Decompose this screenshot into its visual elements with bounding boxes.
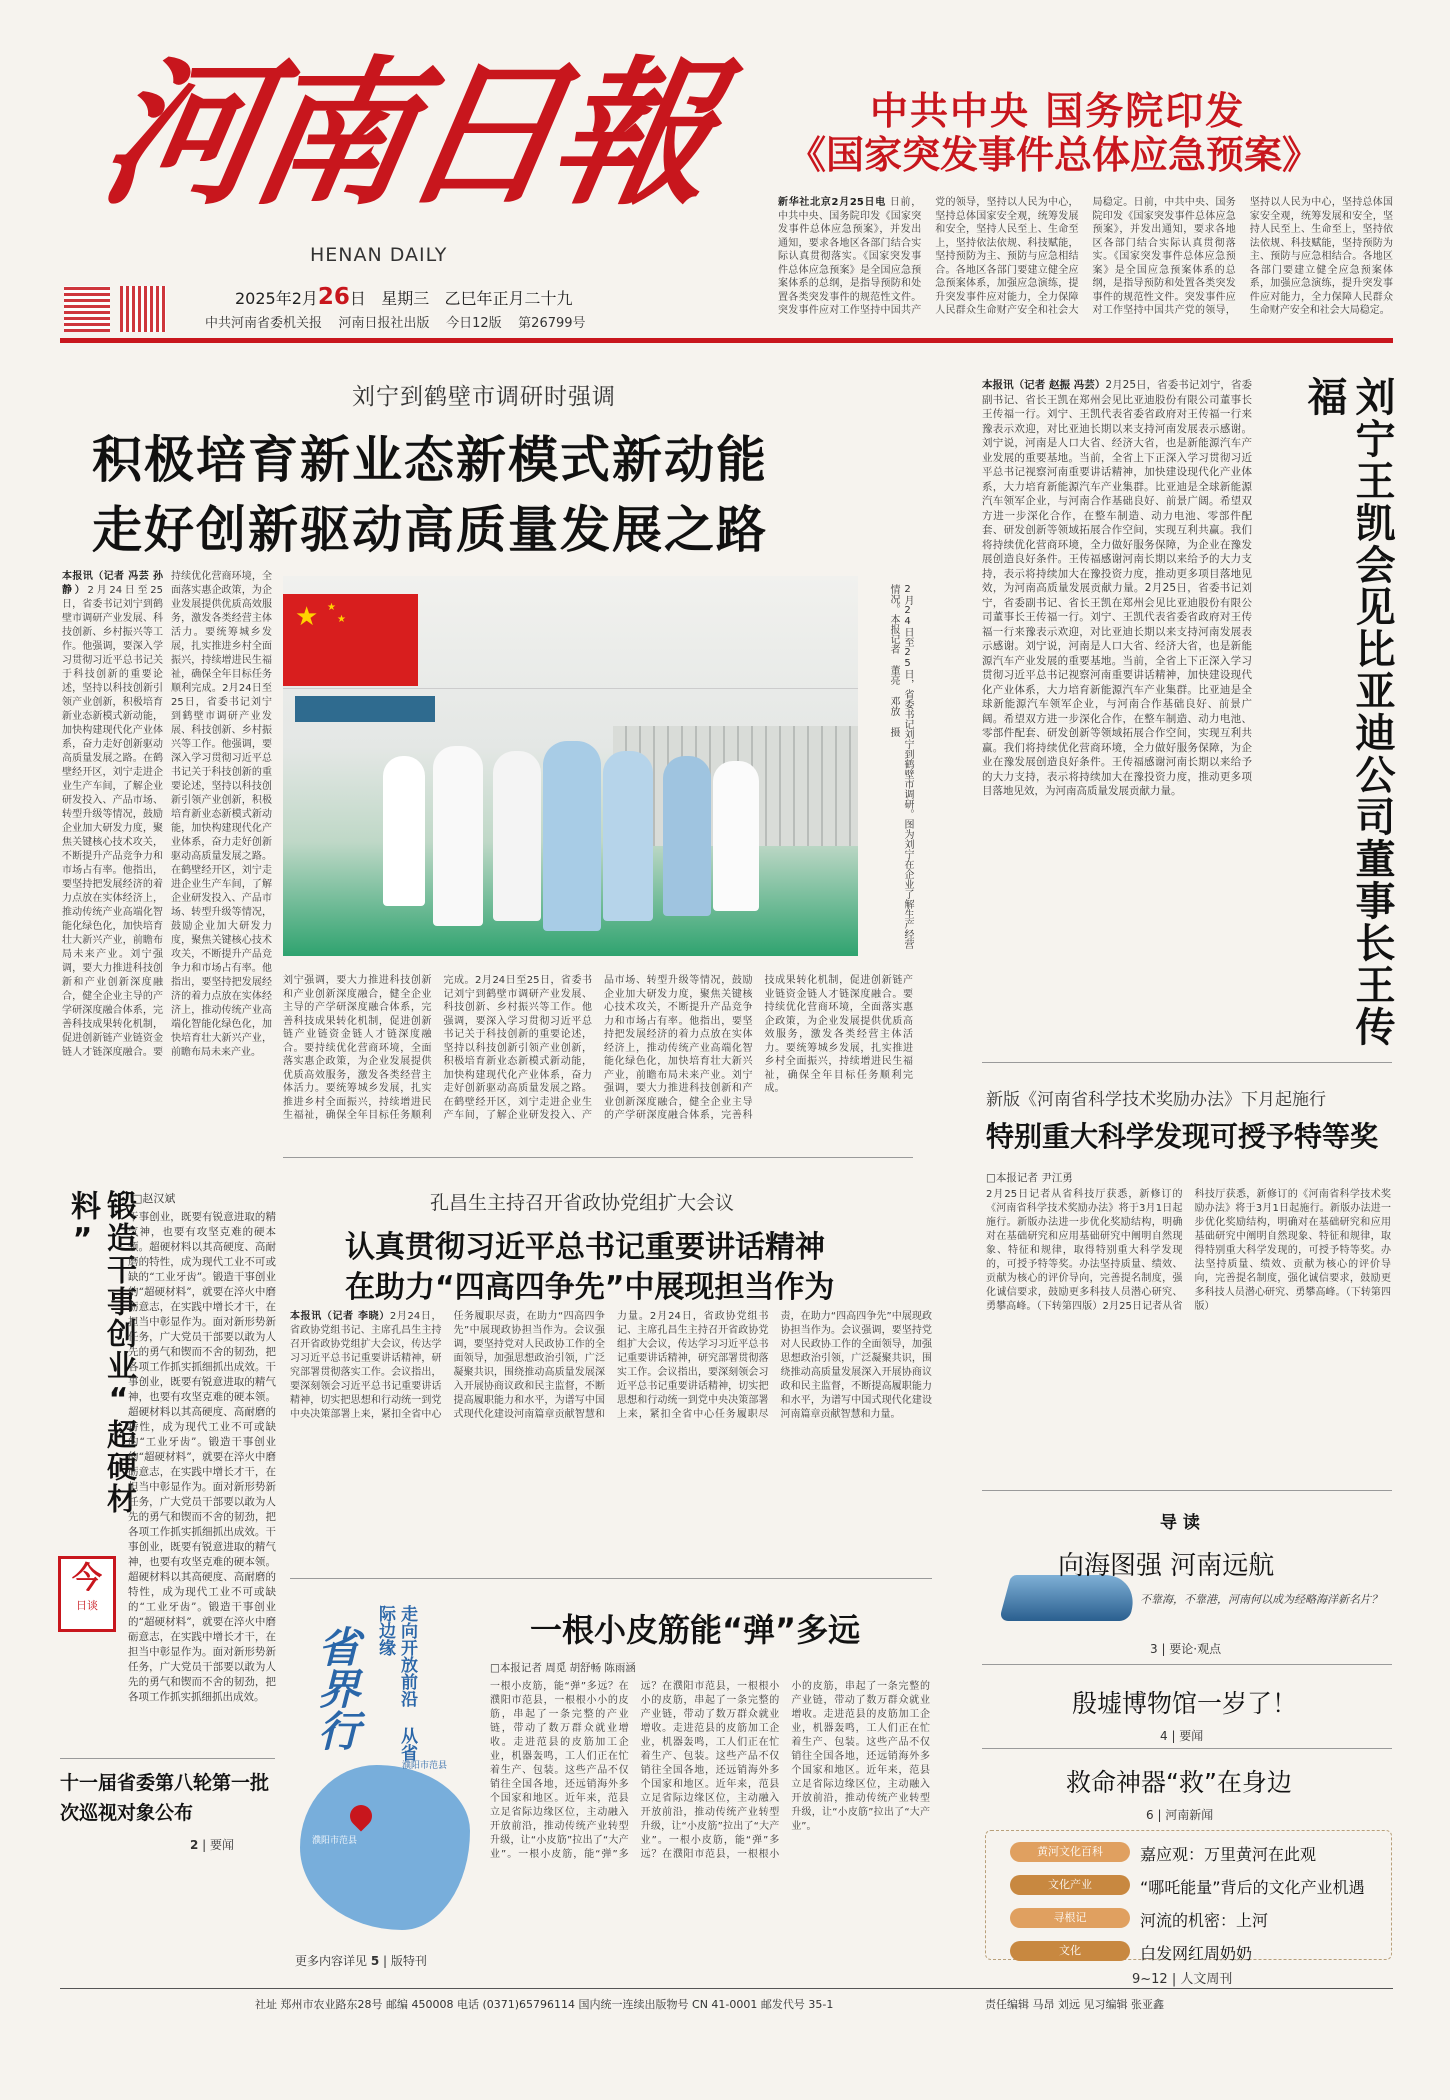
issue-date: 2025年2月26日 星期三 乙巳年正月二十九	[235, 284, 573, 310]
guide-tags-page: 9~12 | 人文周刊	[1132, 1972, 1233, 1987]
guide-item-3-page: 6 | 河南新闻	[1146, 1808, 1214, 1822]
feature-body: 一根小皮筋，能“弹”多远？在濮阳市范县，一根根小小的皮筋，串起了一条完整的产业链，带动了数万群众就业增收。走进范县的皮筋加工企业，机器轰鸣，工人们正在忙着生产、包装。这些产品不仅销往全国各地，还远销海外多个国家和地区。近年来，范县立足省际边缘区位，主动融入开放前沿，推动传统产业转型升级，让“小皮筋”拉出了“大产业”。一根小皮筋，能“弹”多远？在濮阳市范县，一根根小小的皮筋，串起了一条完整的产业链，带动了数万群众就业增收。走进范县的皮筋加工企业，机器轰鸣，工人们正在忙着生产、包装。这些产品不仅销往全国各地，还远销海外多个国家和地区。近年来，范县立足省际边缘区位，主动融入开放前沿，推动传统产业转型升级，让“小皮筋”拉出了“大产业”。一根小皮筋，能“弹”多远？在濮阳市范县，一根根小小的皮筋，串起了一条完整的产业链，带动了数万群众就业增收。走进范县的皮筋加工企业，机器轰鸣，工人们正在忙着生产、包装。这些产品不仅销往全国各地，还远销海外多个国家和地区。近年来，范县立足省际边缘区位，主动融入开放前沿，推动传统产业转型升级，让“小皮筋”拉出了“大产业”。	[490, 1681, 930, 1860]
qr-code-icon	[120, 286, 166, 332]
award-body: 2月25日记者从省科技厅获悉，新修订的《河南省科学技术奖励办法》将于3月1日起施行。新版办法进一步优化奖励结构，明确对在基础研究和应用基础研究中阐明自然现象、特征和规律，取得特别重大科学发现的，可授予特等奖。办法坚持质量、绩效、贡献为核心的评价导向，完善提名制度，强化诚信要求，鼓励更多科技人员潜心研究、勇攀高峰。（下转第四版）2月25日记者从省科技厅获悉，新修订的《河南省科学技术奖励办法》将于3月1日起施行。新版办法进一步优化奖励结构，明确对在基础研究和应用基础研究中阐明自然现象、特征和规律，取得特别重大科学发现的，可授予特等奖。办法坚持质量、绩效、贡献为核心的评价导向，完善提名制度，强化诚信要求，鼓励更多科技人员潜心研究、勇攀高峰。（下转第四版）	[986, 1189, 1391, 1312]
feature-banner-sub: 走向开放前沿 从省际边缘	[375, 1605, 417, 1761]
right-story-body: 本报讯（记者 赵振 冯芸）2月25日，省委书记刘宁，省委副书记、省长王凯在郑州会见比亚迪股份有限公司董事长王传福一行。刘宁、王凯代表省委省政府对王传福一行来豫表示欢迎，对比亚迪长期以来支持河南发展表示感谢。刘宁说，河南是人口大省、经济大省，也是新能源汽车产业发展的重要基地。当前，全省上下正深入学习贯彻习近平总书记视察河南重要讲话精神，加快建设现代化产业体系，大力培育新能源汽车产业集群。比亚迪是全球新能源汽车领军企业，与河南合作基础良好、前景广阔。希望双方进一步深化合作，在整车制造、动力电池、零部件配套、研发创新等领域拓展合作空间，实现互利共赢。我们将持续优化营商环境，全力做好服务保障，为企业在豫发展创造良好条件。王传福感谢河南长期以来给予的大力支持，表示将持续加大在豫投资力度，推动更多项目落地见效，为河南高质量发展贡献力量。2月25日，省委书记刘宁，省委副书记、省长王凯在郑州会见比亚迪股份有限公司董事长王传福一行。刘宁、王凯代表省委省政府对王传福一行来豫表示欢迎，对比亚迪长期以来支持河南发展表示感谢。刘宁说，河南是人口大省、经济大省，也是新能源汽车产业发展的重要基地。当前，全省上下正深入学习贯彻习近平总书记视察河南重要讲话精神，加快建设现代化产业体系，大力培育新能源汽车产业集群。比亚迪是全球新能源汽车领军企业，与河南合作基础良好、前景广阔。希望双方进一步深化合作，在整车制造、动力电池、零部件配套、研发创新等领域拓展合作空间，实现互利共赢。我们将持续优化营商环境，全力做好服务保障，为企业在豫发展创造良好条件。王传福感谢河南长期以来给予的大力支持，表示将持续加大在豫投资力度，推动更多项目落地见效，为河南高质量发展贡献力量。	[982, 379, 1252, 797]
guide-tag-text: 河流的机密：上河	[1140, 1911, 1269, 1930]
lead-photo	[283, 576, 858, 956]
top-story-headline-2: 《国家突发事件总体应急预案》	[788, 133, 1321, 177]
newspaper-logo-english: HENAN DAILY	[310, 244, 448, 266]
guide-item-2: 殷墟博物馆一岁了！	[1072, 1689, 1298, 1718]
divider	[60, 1758, 275, 1759]
inspection-page-ref: 2 | 要闻	[190, 1838, 235, 1852]
guide-tag-pill: 黄河文化百科	[1010, 1842, 1130, 1862]
lead-headline-2: 走好创新驱动高质量发展之路	[92, 501, 768, 559]
guide-tag-pill: 文化产业	[1010, 1875, 1130, 1895]
cppcc-headline-1: 认真贯彻习近平总书记重要讲话精神	[345, 1230, 825, 1265]
guide-item-2-page: 4 | 要闻	[1160, 1729, 1204, 1743]
weekday: 星期三	[381, 289, 430, 308]
top-story-headline-1: 中共中央 国务院印发	[870, 89, 1246, 133]
inspection-headline: 十一届省委第八轮第一批次巡视对象公布	[60, 1772, 270, 1824]
feature-map	[300, 1765, 470, 1930]
cppcc-kicker: 孔昌生主持召开省政协党组扩大会议	[430, 1192, 735, 1214]
award-kicker: 新版《河南省科学技术奖励办法》下月起施行	[986, 1090, 1326, 1110]
lead-body-lower: 刘宁强调，要大力推进科技创新和产业创新深度融合，健全企业主导的产学研深度融合体系，完善科技成果转化机制，促进创新链产业链资金链人才链深度融合。要持续优化营商环境，全面落实惠企政策，为企业发展提供优质高效服务，激发各类经营主体活力。要统筹城乡发展，扎实推进乡村全面振兴，持续增进民生福祉，确保全年目标任务顺利完成。2月24日至25日，省委书记刘宁到鹤壁市调研产业发展、科技创新、乡村振兴等工作。他强调，要深入学习贯彻习近平总书记关于科技创新的重要论述，坚持以科技创新引领产业创新，积极培育新业态新模式新动能，加快构建现代化产业体系，奋力走好创新驱动高质量发展之路。在鹤壁经开区，刘宁走进企业生产车间，了解企业研发投入、产品市场、转型升级等情况，鼓励企业加大研发力度，聚焦关键核心技术攻关，不断提升产品竞争力和市场占有率。他指出，要坚持把发展经济的着力点放在实体经济上，推动传统产业高端化智能化绿色化，加快培育壮大新兴产业，前瞻布局未来产业。刘宁强调，要大力推进科技创新和产业创新深度融合，健全企业主导的产学研深度融合体系，完善科技成果转化机制，促进创新链产业链资金链人才链深度融合。要持续优化营商环境，全面落实惠企政策，为企业发展提供优质高效服务，激发各类经营主体活力。要统筹城乡发展，扎实推进乡村全面振兴，持续增进民生福祉，确保全年目标任务顺利完成。	[283, 975, 913, 1121]
cppcc-body: 本报讯（记者 李晓）2月24日，省政协党组书记、主席孔昌生主持召开省政协党组扩大会议，传达学习习近平总书记重要讲话精神，研究部署贯彻落实工作。会议指出，要深刻领会习近平总书记重要讲话精神，切实把思想和行动统一到党中央决策部署上来，紧扣全省中心任务履职尽责，在助力“四高四争先”中展现政协担当作为。会议强调，要坚持党对人民政协工作的全面领导，加强思想政治引领，广泛凝聚共识，围绕推动高质量发展深入开展协商议政和民主监督，不断提高履职能力和水平，为谱写中国式现代化建设河南篇章贡献智慧和力量。2月24日，省政协党组书记、主席孔昌生主持召开省政协党组扩大会议，传达学习习近平总书记重要讲话精神，研究部署贯彻落实工作。会议指出，要深刻领会习近平总书记重要讲话精神，切实把思想和行动统一到党中央决策部署上来，紧扣全省中心任务履职尽责，在助力“四高四争先”中展现政协担当作为。会议强调，要坚持党对人民政协工作的全面领导，加强思想政治引领，广泛凝聚共识，围绕推动高质量发展深入开展协商议政和民主监督，不断提高履职能力和水平，为谱写中国式现代化建设河南篇章贡献智慧和力量。	[290, 1311, 932, 1420]
divider	[290, 1578, 932, 1579]
guide-tag-pill: 文化	[1010, 1941, 1130, 1961]
divider	[283, 1157, 913, 1158]
newspaper-logo: 河南日報	[88, 42, 722, 227]
commentary-badge: 今 日谈	[58, 1556, 116, 1632]
guide-tag-text: “哪吒能量”背后的文化产业机遇	[1140, 1878, 1365, 1897]
feature-more: 更多内容详见 5 | 版特刊	[295, 1954, 427, 1968]
guide-item-1-note: 不靠海，不靠港，河南何以成为经略海洋新名片？	[1140, 1593, 1382, 1606]
masthead-rule	[60, 338, 1393, 343]
lead-body-column: 本报讯（记者 冯芸 孙静）2月24日至25日，省委书记刘宁到鹤壁市调研产业发展、科技创新、乡村振兴等工作。他强调，要深入学习贯彻习近平总书记关于科技创新的重要论述，坚持以科技创新引领产业创新，积极培育新业态新模式新动能，加快构建现代化产业体系，奋力走好创新驱动高质量发展之路。在鹤壁经开区，刘宁走进企业生产车间，了解企业研发投入、产品市场、转型升级等情况，鼓励企业加大研发力度，聚焦关键核心技术攻关，不断提升产品竞争力和市场占有率。他指出，要坚持把发展经济的着力点放在实体经济上，推动传统产业高端化智能化绿色化，加快培育壮大新兴产业，前瞻布局未来产业。刘宁强调，要大力推进科技创新和产业创新深度融合，健全企业主导的产学研深度融合体系，完善科技成果转化机制，促进创新链产业链资金链人才链深度融合。要持续优化营商环境，全面落实惠企政策，为企业发展提供优质高效服务，激发各类经营主体活力。要统筹城乡发展，扎实推进乡村全面振兴，持续增进民生福祉，确保全年目标任务顺利完成。2月24日至25日，省委书记刘宁到鹤壁市调研产业发展、科技创新、乡村振兴等工作。他强调，要深入学习贯彻习近平总书记关于科技创新的重要论述，坚持以科技创新引领产业创新，积极培育新业态新模式新动能，加快构建现代化产业体系，奋力走好创新驱动高质量发展之路。在鹤壁经开区，刘宁走进企业生产车间，了解企业研发投入、产品市场、转型升级等情况，鼓励企业加大研发力度，聚焦关键核心技术攻关，不断提升产品竞争力和市场占有率。他指出，要坚持把发展经济的着力点放在实体经济上，推动传统产业高端化智能化绿色化，加快培育壮大新兴产业，前瞻布局未来产业。	[62, 571, 272, 1058]
masthead	[0, 0, 1450, 345]
guide-tag-text: 嘉应观：万里黄河在此观	[1140, 1845, 1317, 1864]
guide-item-1: 向海图强 河南远航	[1058, 1551, 1275, 1581]
divider	[982, 1490, 1392, 1491]
lunar-date: 乙巳年正月二十九	[444, 289, 573, 308]
footer-address: 社址 郑州市农业路东28号 邮编 450008 电话 (0371)65796114 国内统一连续出版物号 CN 41-0001 邮发代号 35-1	[255, 1998, 834, 2011]
qr-code-icon	[64, 286, 110, 332]
guide-item-3: 救命神器“救”在身边	[1066, 1768, 1292, 1797]
guide-tag-pill: 寻根记	[1010, 1908, 1130, 1928]
guide-tag-text: 白发网红周奶奶	[1140, 1944, 1253, 1963]
commentary-body: 干事创业，既要有锐意进取的精气神，也要有攻坚克难的硬本领。超硬材料以其高硬度、高耐磨的特性，成为现代工业不可或缺的“工业牙齿”。锻造干事创业的“超硬材料”，就要在淬火中磨砺意志，在实践中增长才干，在担当中彰显作为。面对新形势新任务，广大党员干部要以敢为人先的勇气和锲而不舍的韧劲，把各项工作抓实抓细抓出成效。干事创业，既要有锐意进取的精气神，也要有攻坚克难的硬本领。超硬材料以其高硬度、高耐磨的特性，成为现代工业不可或缺的“工业牙齿”。锻造干事创业的“超硬材料”，就要在淬火中磨砺意志，在实践中增长才干，在担当中彰显作为。面对新形势新任务，广大党员干部要以敢为人先的勇气和锲而不舍的韧劲，把各项工作抓实抓细抓出成效。干事创业，既要有锐意进取的精气神，也要有攻坚克难的硬本领。超硬材料以其高硬度、高耐磨的特性，成为现代工业不可或缺的“工业牙齿”。锻造干事创业的“超硬材料”，就要在淬火中磨砺意志，在实践中增长才干，在担当中彰显作为。面对新形势新任务，广大党员干部要以敢为人先的勇气和锲而不舍的韧劲，把各项工作抓实抓细抓出成效。	[128, 1211, 276, 1703]
guide-item-1-page: 3 | 要论·观点	[1150, 1642, 1222, 1656]
map-label: 濮阳市范县	[312, 1836, 358, 1846]
footer-editors: 责任编辑 马昂 刘远 见习编辑 张亚鑫	[985, 1998, 1164, 2011]
guide-title: 导 读	[1160, 1513, 1200, 1533]
lead-kicker: 刘宁到鹤壁市调研时强调	[352, 384, 616, 410]
divider	[982, 1748, 1392, 1749]
feature-headline: 一根小皮筋能“弹”多远	[530, 1611, 861, 1649]
map-note: 濮阳市范县	[402, 1761, 448, 1771]
commentary-byline: □赵汉斌	[132, 1192, 176, 1205]
lead-headline-1: 积极培育新业态新模式新动能	[92, 431, 768, 489]
feature-banner-title: 省界行	[312, 1625, 361, 1751]
issue-meta: 中共河南省委机关报 河南日报社出版 今日12版 第26799号	[205, 316, 586, 331]
lead-photo-caption: 2月24日至25日，省委书记刘宁到鹤壁市调研。图为刘宁在企业了解生产经营情况。本报记者 董亮 邓放 摄	[888, 584, 913, 949]
right-story-headline: 刘宁王凯会见比亚迪公司董事长王传福	[1301, 376, 1395, 1048]
divider	[982, 1664, 1392, 1665]
top-story-body: 新华社北京2月25日电 日前，中共中央、国务院印发《国家突发事件总体应急预案》，并发出通知，要求各地区各部门结合实际认真贯彻落实。《国家突发事件总体应急预案》是全国应急预案体系的总纲，是指导预防和处置各类突发事件的规范性文件。突发事件应对工作坚持中国共产党的领导，坚持以人民为中心，坚持总体国家安全观，统筹发展和安全，坚持人民至上、生命至上，坚持依法依规、科技赋能，坚持预防为主、预防与应急相结合。各地区各部门要建立健全应急预案体系，加强应急演练，提升突发事件应对能力，全力保障人民群众生命财产安全和社会大局稳定。日前，中共中央、国务院印发《国家突发事件总体应急预案》，并发出通知，要求各地区各部门结合实际认真贯彻落实。《国家突发事件总体应急预案》是全国应急预案体系的总纲，是指导预防和处置各类突发事件的规范性文件。突发事件应对工作坚持中国共产党的领导，坚持以人民为中心，坚持总体国家安全观，统筹发展和安全，坚持人民至上、生命至上，坚持依法依规、科技赋能，坚持预防为主、预防与应急相结合。各地区各部门要建立健全应急预案体系，加强应急演练，提升突发事件应对能力，全力保障人民群众生命财产安全和社会大局稳定。	[778, 197, 1393, 316]
feature-byline: □本报记者 周觅 胡舒畅 陈雨涵	[490, 1662, 636, 1674]
divider	[982, 1062, 1392, 1063]
footer-rule	[60, 1988, 1393, 1989]
commentary-title: 锻造干事创业“超硬材料”	[65, 1190, 136, 1515]
feature-banner	[290, 1595, 470, 1940]
cppcc-headline-2: 在助力“四高四争先”中展现担当作为	[345, 1270, 835, 1305]
award-byline: □本报记者 尹江勇	[986, 1172, 1073, 1184]
award-headline: 特别重大科学发现可授予特等奖	[986, 1120, 1379, 1153]
flag-icon: ★ ★ ★	[283, 594, 418, 686]
